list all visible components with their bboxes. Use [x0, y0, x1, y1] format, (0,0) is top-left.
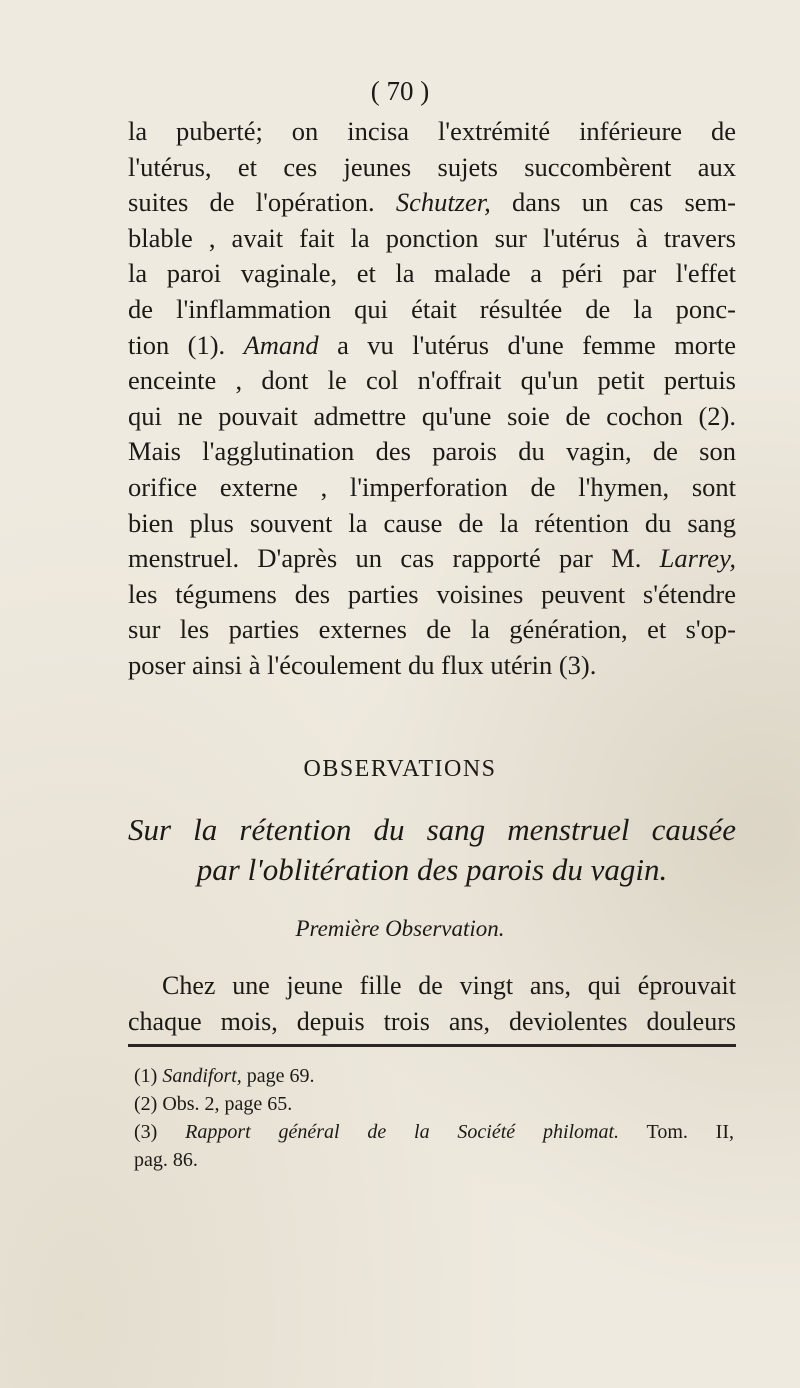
footnote-mark: (1)	[134, 1065, 158, 1087]
footnote-author: Sandifort,	[162, 1065, 242, 1087]
footnote-title: Rapport général de la Société philomat.	[185, 1121, 620, 1143]
text-line: bien plus souvent la cause de la rétention du sang	[128, 507, 736, 538]
footnote	[134, 1118, 734, 1146]
text-line: qui ne pouvait admettre qu'une soie de cochon (2).	[128, 400, 736, 431]
section-subtitle: par l'oblitération des parois du vagin.	[196, 852, 668, 887]
text-line: les tégumens des parties voisines peuvent s'étendre	[128, 578, 736, 609]
text-line: chaque mois, depuis trois ans, deviolentes douleurs	[128, 1007, 736, 1036]
text-line: la puberté; on incisa l'extrémité inférieure de	[128, 116, 736, 146]
text-line: Chez une jeune fille de vingt ans, qui éprouvait	[162, 971, 736, 1000]
section-heading: OBSERVATIONS	[303, 756, 497, 782]
observation-paragraph	[128, 968, 736, 1040]
text-fragment: suites de l'opération.	[128, 187, 375, 218]
text-line: l'utérus, et ces jeunes sujets succombèrent aux	[128, 151, 736, 182]
text-line: poser ainsi à l'écoulement du flux utérin (3).	[128, 649, 597, 680]
page-number: ( 70 )	[370, 76, 430, 106]
footnote-continuation: pag. 86.	[134, 1149, 198, 1171]
text-line: sur les parties externes de la génération, et s'op-	[128, 614, 736, 645]
footnote-divider	[128, 1044, 736, 1047]
footnote-text: page 69.	[246, 1065, 315, 1087]
text-line: la paroi vaginale, et la malade a péri par l'effet	[128, 258, 736, 289]
text-fragment: dans un cas sem-	[511, 187, 736, 218]
text-line: orifice externe , l'imperforation de l'hymen, sont	[128, 471, 736, 502]
main-paragraph	[128, 114, 736, 684]
text-line	[128, 185, 736, 221]
author-name: Amand	[243, 329, 319, 360]
footnote-mark: (3)	[134, 1121, 158, 1143]
text-line: de l'inflammation qui était résultée de la ponc-	[128, 293, 736, 324]
text-fragment: a vu l'utérus d'une femme morte	[337, 329, 737, 360]
text-line	[128, 328, 736, 364]
footnotes	[134, 1062, 734, 1174]
observation-title: Première Observation.	[295, 916, 505, 941]
text-line	[128, 541, 736, 577]
text-line: enceinte , dont le col n'offrait qu'un petit pertuis	[128, 365, 736, 396]
text-line: Mais l'agglutination des parois du vagin, de son	[128, 436, 736, 467]
text-fragment: menstruel. D'après un cas rapporté par M.	[128, 543, 642, 574]
footnote	[134, 1062, 734, 1090]
footnote-text: Tom. II,	[646, 1121, 734, 1143]
section-subtitle: Sur la rétention du sang menstruel causée	[128, 812, 736, 847]
text-fragment: tion (1).	[128, 329, 226, 360]
author-name: Larrey,	[659, 543, 736, 574]
footnote: (2) Obs. 2, page 65.	[134, 1093, 293, 1115]
text-line: blable , avait fait la ponction sur l'utérus à travers	[128, 222, 736, 253]
author-name: Schutzer,	[395, 187, 491, 218]
